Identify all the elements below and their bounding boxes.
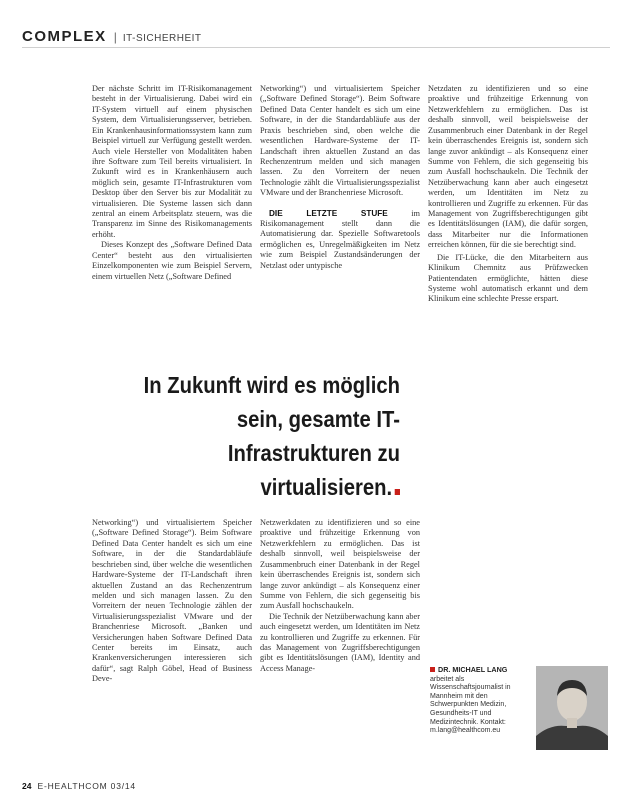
page-footer [22, 781, 136, 791]
author-bio-text: arbeitet als Wissenschaftsjournalist in Mannheim mit den Schwerpunkten Medizin, Gesundheits-IT und Medizintechnik. Kontakt: m.lang@healthcom.eu [430, 675, 511, 735]
author-name: DR. MICHAEL LANG [438, 665, 508, 674]
author-name-line [430, 666, 528, 676]
page-number: 24 [22, 781, 32, 791]
header-rule [22, 47, 610, 48]
header-divider: | [113, 30, 117, 44]
article-paragraph: Netzdaten zu identifizieren und so eine proaktive und frühzeitige Erkennung von Netzwerkfehlern zu ermöglichen. Das ist deshalb sinnvoll, weil beispielsweise der Zusammenbruch einer Datenbank in der Regel kein überraschendes Ereignis ist, sondern sich lange zuvor ankündigt – als Konsequenz einer Summe von Fehlern, die sich gegenseitig bis zum Ausfall hochschaukeln. Die Technik der Netzüberwachung kann aber auch eingesetzt werden, um Identitäten im Netz zu kontrollieren und Zugriffe zu erkennen. Für das Management von Zugriffsberechtigungen gibt es Identitätslösungen (IAM), die dafür sorgen, dass Mitarbeiter nur die Informationen erreichen können, für die sie berechtigt sind. [428, 84, 588, 250]
article-column-3 [428, 84, 588, 424]
bullet-square-icon [430, 667, 435, 672]
article-column-2 [260, 84, 420, 356]
article-paragraph: Die Technik der Netzüberwachung kann aber auch eingesetzt werden, um Identitäten im Netz zu kontrollieren und Zugriffe zu erkennen. Für das Management von Zugriffsberechtigungen gibt es Identitätslösungen (IAM), Identity and Access Manage- [260, 611, 420, 673]
article-paragraph: Dieses Konzept des „Software Defined Data Center“ besteht aus den virtualisierten Einzelkomponenten wie zum Beispiel Servern, einem virtuellen Netz („Software Defined [92, 240, 252, 281]
article-paragraph: Der nächste Schritt im IT-Risikomanagement besteht in der Virtualisierung. Dabei wird ein IT-System virtuell auf einem physischen System, dem Virtualisierungsserver, betrieben. Ein Krankenhausinformationssystem kann zum Beispiel virtuell zur Verfügung gestellt werden. Auch viele Hersteller von Modalitäten haben ihre Software zum Teil bereits virtualisiert. In Zukunft wird es in Krankenhäusern auch möglich sein, gesamte IT-Infrastrukturen vom Desktop über den Server bis zur Modalität zu virtualisieren. Die Systeme lassen sich dann zentral an einem Arbeitsplatz steuern, was die Transparenz im Sinne des Risikomanagements erhöht. [92, 84, 252, 239]
end-mark-icon [395, 489, 400, 495]
article-column-1 [92, 84, 252, 356]
subsection-label: IT-SICHERHEIT [122, 33, 202, 44]
section-header [22, 28, 202, 46]
author-portrait-icon [536, 666, 608, 750]
run-in-heading: DIE LETZTE STUFE [269, 208, 388, 218]
author-bio [430, 666, 528, 736]
article-column-1-bottom [92, 518, 252, 774]
article-paragraph [260, 209, 420, 272]
section-label: COMPLEX [22, 28, 107, 45]
article-paragraph: Networking“) und virtualisiertem Speicher („Software Defined Storage“). Beim Software Defined Data Center handelt es sich um eine Software, in der die Standardabläufe beschrieben sind, über welche die wesentlichen Hardware-Systeme der IT-Landschaft ihren aktuellen Zustand an das Rechenzentrum melden und sich managen lassen. Zu den Vorreitern der neuen Technologie zählen der Virtualisierungsspezialist VMware und der Branchenriese Microsoft. „Banken und Versicherungen haben Software Defined Data Center bereits im Einsatz, auch Krankenversicherungen interessieren sich dafür“, sagt Ralph Göbel, Head of Business Deve- [92, 518, 252, 684]
article-column-2-bottom [260, 518, 420, 774]
article-text: im Risikomanagement stellt dann die Automatisierung dar. Spezielle Softwaretools ermöglichen es, Unregelmäßigkeiten im Netz wie zum Beispiel Zustandsänderungen der Netzlast oder untypische [260, 208, 420, 270]
article-paragraph: Die IT-Lücke, die den Mitarbeitern aus Klinikum Chemnitz aus Prüfzwecken Patientendaten ermöglichte, hätten diese Systeme wohl automatisch erkannt und dem Klinikum eine schlechte Presse erspart. [428, 252, 588, 304]
author-photo [536, 666, 608, 750]
article-paragraph: Netzwerkdaten zu identifizieren und so eine proaktive und frühzeitige Erkennung von Netzwerkfehlern zu ermöglichen. Das ist deshalb sinnvoll, weil beispielsweise der Zusammenbruch einer Datenbank in der Regel kein überraschendes Ereignis ist, sondern sich lange zuvor ankündigt – als Konsequenz einer Summe von Fehlern, die sich gegenseitig bis zum Ausfall hochschaukeln. [260, 518, 420, 611]
article-paragraph: Networking“) und virtualisiertem Speicher („Software Defined Storage“). Beim Software Defined Data Center handelt es sich um eine Software, in der die Standardabläufe aus der Praxis beschrieben sind, oben welche die wesentlichen Hardware-Systeme der IT-Landschaft ihren aktuellen Zustand an das Rechenzentrum melden und sich managen lassen. Zu den Vorreitern der neuen Technologie zählt die Virtualisierungsspezialist VMware und der Branchenriese Microsoft. [260, 84, 420, 198]
pull-quote [101, 368, 400, 504]
magazine-issue: E-HEALTHCOM 03/14 [37, 781, 136, 791]
pull-quote-text: In Zukunft wird es möglich sein, gesamte IT-Infrastrukturen zu virtualisieren. [143, 372, 400, 500]
